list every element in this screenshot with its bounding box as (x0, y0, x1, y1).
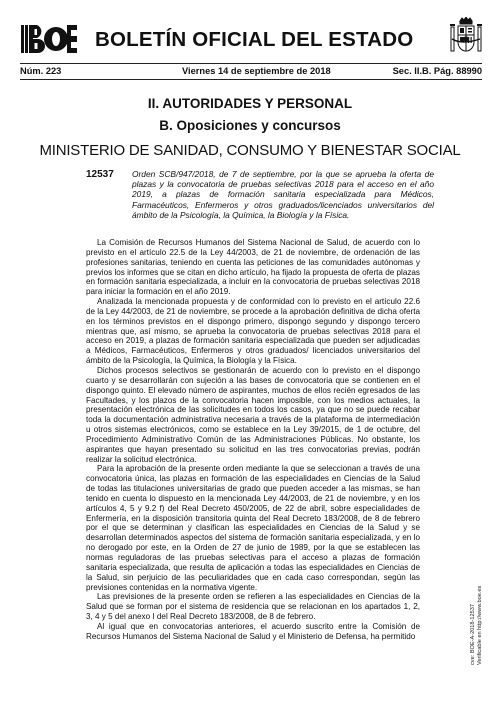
body-paragraph-3: Dichos procesos selectivos se gestionarán de acuerdo con lo previsto en el dispongo cuarto y se desarrollarán con sujeción a las bases de convocatoria que se contienen en el dispongo quinto. El elevado número de aspirantes, muchos de ellos recién egresados de las Facultades, y los plazos de la convocatoria hacen imposible, con los medios actuales, la presentación electrónica de las solicitudes en todos los casos, ya que no se puede recabar toda la documentación administrativa necesaria a través de la plataforma de intermediación u otros sistemas electrónicos, como se establece en la Ley 39/2015, de 1 de octubre, del Procedimiento Administrativo Común de las Administraciones Públicas. No obstante, los aspirantes que hayan presentado su solicitud en las tres convocatorias previas, podrán realizar la solicitud electrónica. (86, 365, 420, 464)
header-rule-bottom (20, 79, 482, 80)
section-subtitle: B. Oposiciones y concursos (159, 118, 341, 133)
document-body (86, 238, 420, 642)
body-paragraph-6: Al igual que en convocatorias anteriores, el acuerdo suscrito entre la Comisión de Recursos Humanos del Sistema Nacional de Salud y el Ministerio de Defensa, ha permitido (86, 621, 420, 641)
section-page: Sec. II.B. Pág. 88990 (392, 66, 482, 76)
verify-link[interactable]: Verificable en http://www.boe.es (477, 585, 483, 665)
body-paragraph-5: Las previsiones de la presente orden se refieren a las especialidades en Ciencias de la Salud que se forman por el sistema de residencia que se relacionan en los apartados 1, 2, 3, 4 y 5 del anexo I del Real Decreto 183/2008, de 8 de febrero. (86, 592, 420, 622)
body-paragraph-2: Analizada la mencionada propuesta y de conformidad con lo previsto en el artículo 22.6 de la Ley 44/2003, de 21 de noviembre, se procede a la aprobación definitiva de dicha oferta en los términos previstos en el dispongo primero, dispongo segundo y dispongo tercero mientras que, así mismo, se aprueba la convocatoria de pruebas selectivas 2018 para el acceso en 2019, a plazas de formación sanitaria especializada que pueden ser adjudicadas a Médicos, Farmacéuticos, Enfermeros y otros graduados/ licenciados universitarios del ámbito de la Psicología, la Química, la Biología y la Física. (86, 297, 420, 366)
body-paragraph-4: Para la aprobación de la presente orden mediante la que se seleccionan a través de una convocatoria única, las plazas en formación de las especialidades en Ciencias de la Salud de todas las titulaciones universitarias de grado que pueden acceder a las mismas, se han tenido en cuenta lo dispuesto en la mencionada Ley 44/2003, de 21 de noviembre, y en los artículos 4, 5 y 9.2 f) del Real Decreto 450/2005, de 22 de abril, sobre especialidades de Enfermería, en la disposición transitoria quinta del Real Decreto 183/2008, de 8 de febrero por el que se determinan y clasifican las especialidades en Ciencias de la Salud y se desarrollan determinados aspectos del sistema de formación sanitaria especializada, y en lo no derogado por este, en la Orden de 27 de junio de 1989, por la que se establecen las normas reguladoras de las pruebas selectivas para el acceso a plazas de formación sanitaria especializada, que resulta de aplicación a todas las especialidades en Ciencias de la Salud, sin perjuicio de las peculiaridades que en cada caso correspondan, según las previsiones contenidas en la normativa vigente. (86, 464, 420, 592)
ministry-heading: MINISTERIO DE SANIDAD, CONSUMO Y BIENESTAR SOCIAL (39, 142, 461, 159)
document-summary: Orden SCB/947/2018, de 7 de septiembre, por la que se aprueba la oferta de plazas y la convocatoria de pruebas selectivas 2018 para el acceso en el año 2019, a plazas de formación sanitaria especializada para Médicos, Farmacéuticos, Enfermeros y otros graduados/licenciados universitarios del ámbito de la Psicología, la Química, la Biología y la Física. (132, 168, 434, 221)
document-number: 12537 (86, 169, 114, 180)
verification-note (470, 585, 484, 665)
header-rule-top (20, 63, 482, 64)
section-title: II. AUTORIDADES Y PERSONAL (147, 96, 353, 111)
cve-code: cve: BOE-A-2018-12537 (470, 604, 476, 665)
issue-date: Viernes 14 de septiembre de 2018 (182, 66, 331, 76)
coat-of-arms-icon (449, 17, 483, 61)
publication-title: BOLETÍN OFICIAL DEL ESTADO (95, 28, 414, 51)
body-paragraph-1: La Comisión de Recursos Humanos del Sistema Nacional de Salud, de acuerdo con lo previsto en el artículo 22.5 de la Ley 44/2003, de 21 de noviembre, de ordenación de las profesiones sanitarias, teniendo en cuenta las peticiones de las comunidades autónomas y previos los informes que se citan en dicho artículo, ha fijado la propuesta de oferta de plazas en formación sanitaria especializada, a incluir en la convocatoria de pruebas selectivas 2018 para iniciar la formación en el año 2019. (86, 238, 420, 297)
boe-logo (21, 25, 77, 53)
issue-number: Núm. 223 (20, 66, 62, 76)
